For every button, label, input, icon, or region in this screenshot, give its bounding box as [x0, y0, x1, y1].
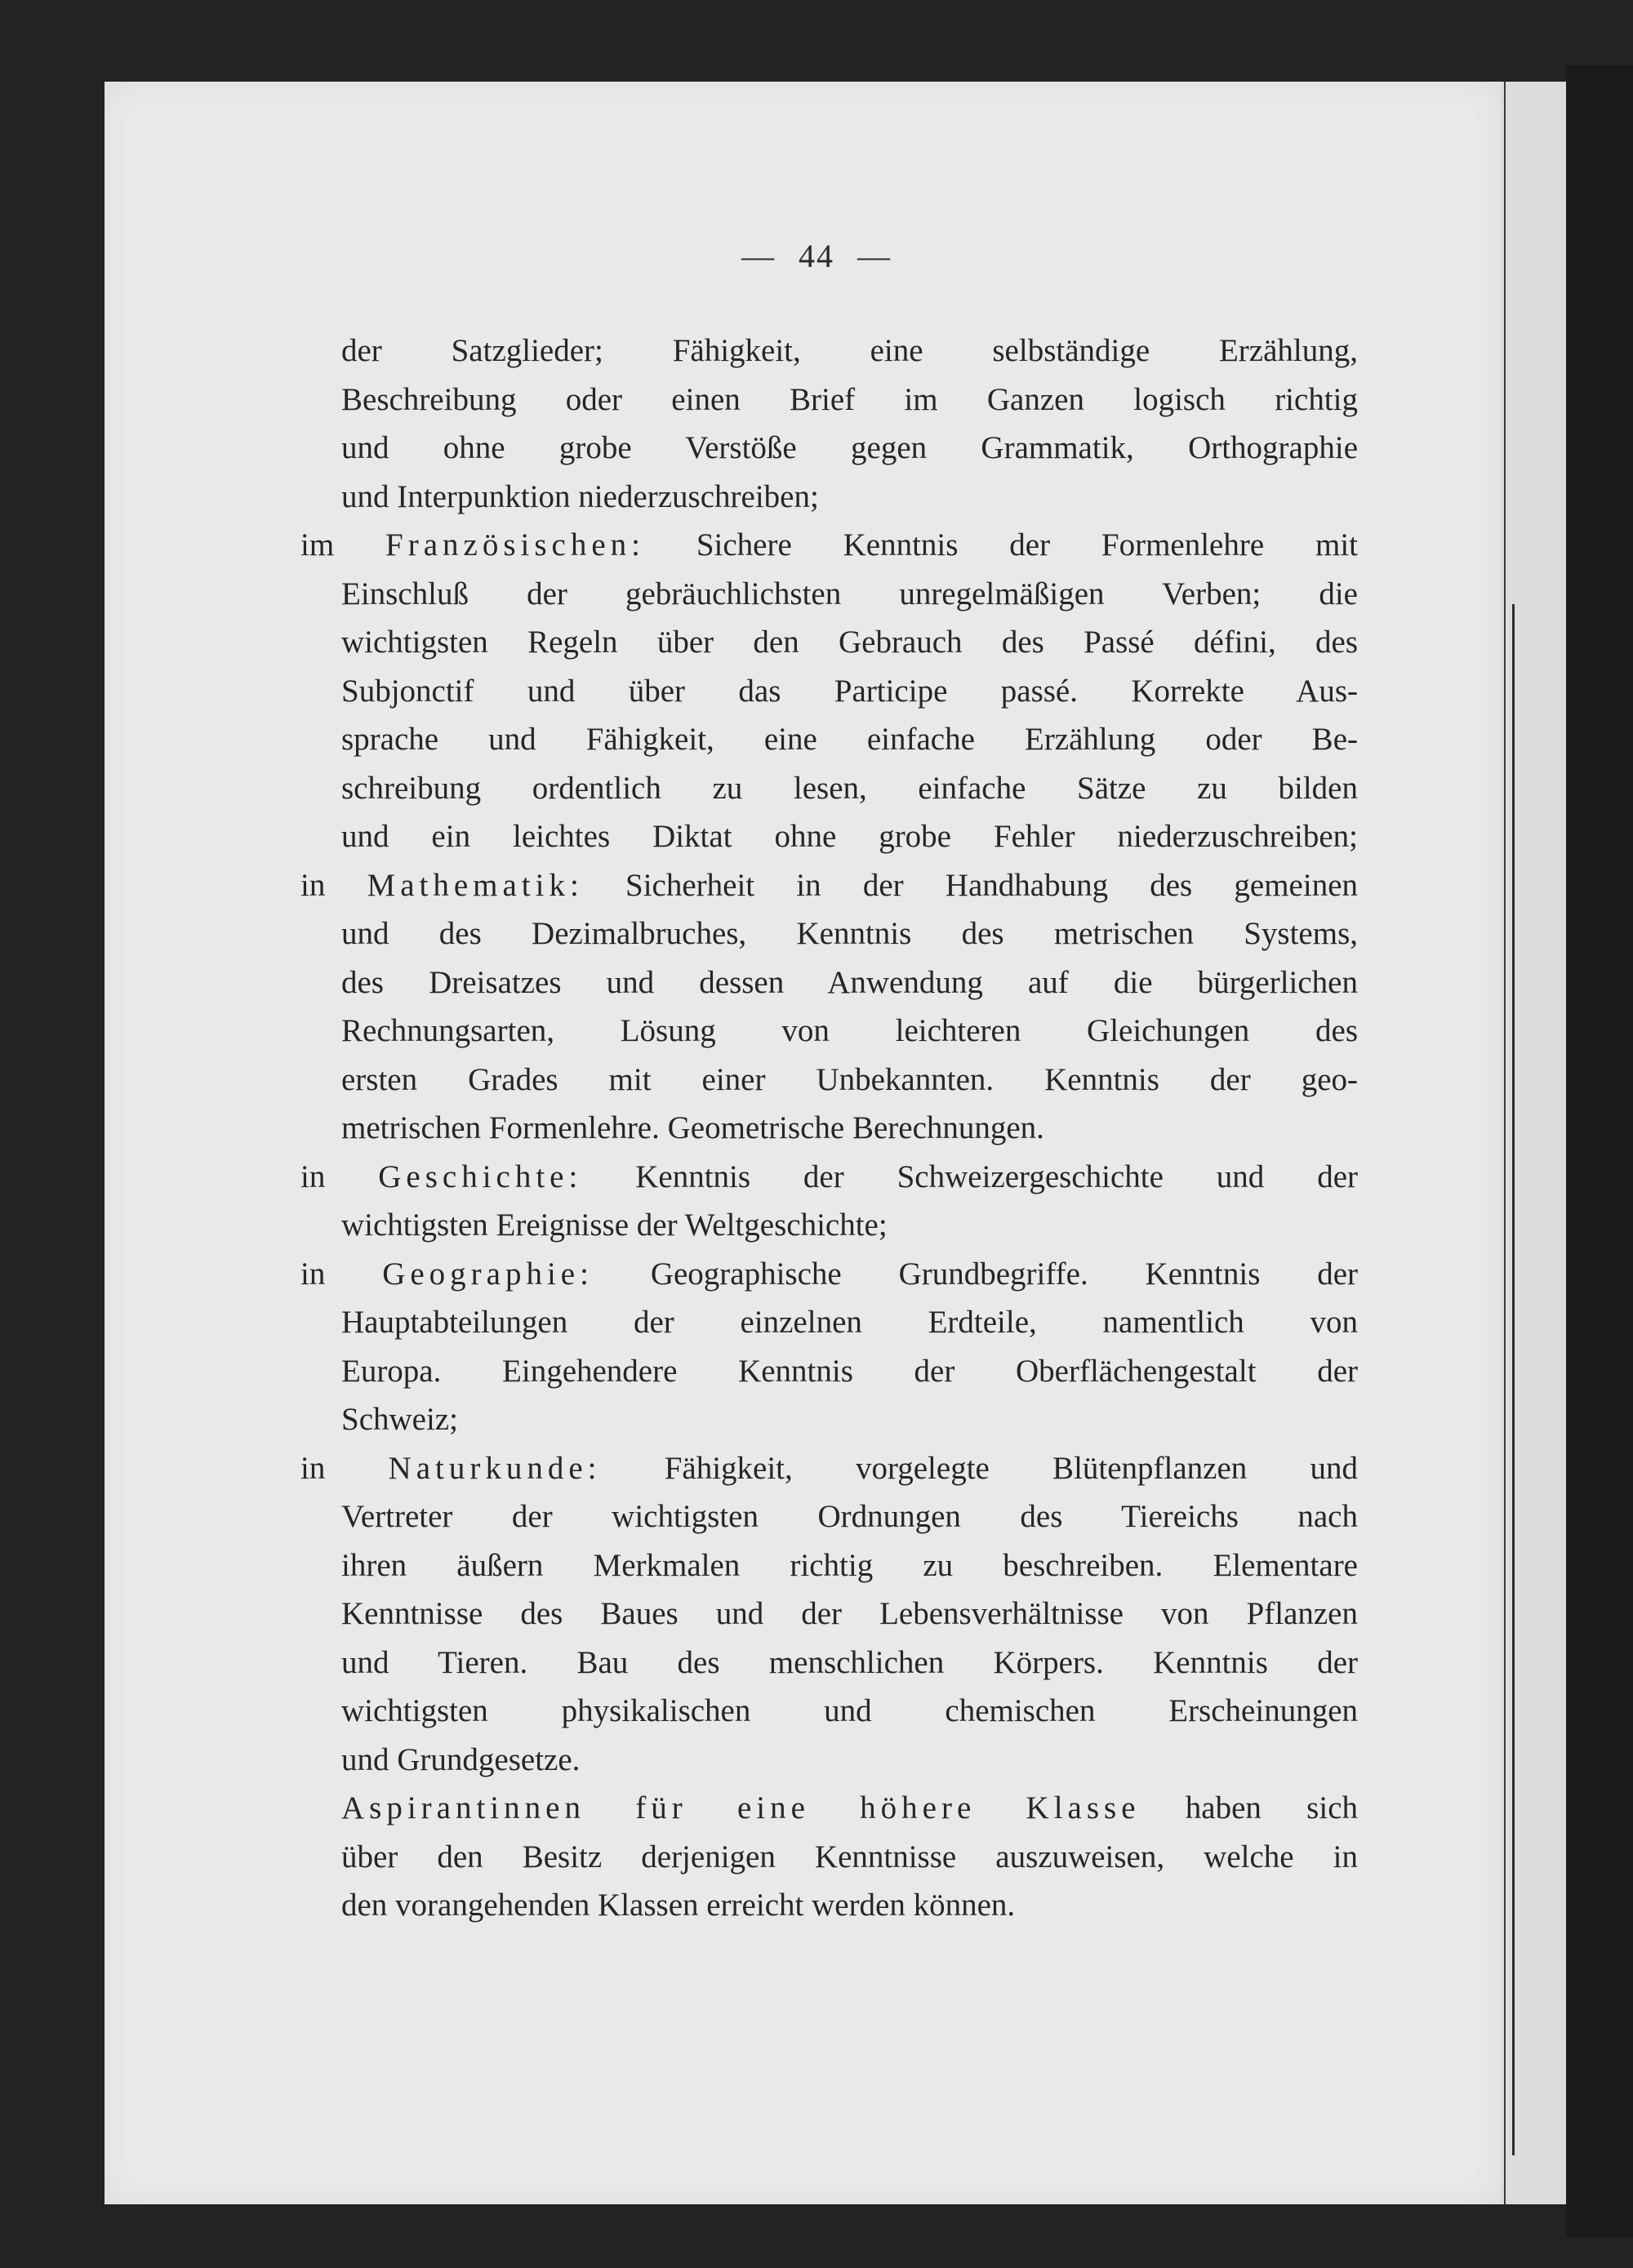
line-text: Subjonctif und über das Participe passé. Korrekte Aus- [341, 673, 1358, 709]
subject-heading: Geschichte: [378, 1158, 583, 1194]
text-line [341, 958, 1358, 1007]
text-line [341, 764, 1358, 813]
line-text: wichtigsten Ereignisse der Weltgeschichte; [341, 1207, 888, 1243]
text-line [341, 570, 1358, 619]
line-text: Vertreter der wichtigsten Ordnungen des Tiereichs nach [341, 1499, 1358, 1534]
line-text: sprache und Fähigkeit, eine einfache Erzählung oder Be- [341, 722, 1358, 757]
line-text: wichtigsten Regeln über den Gebrauch des Passé défini, des [341, 625, 1358, 660]
body-text [300, 327, 1359, 1930]
line-text: Beschreibung oder einen Brief im Ganzen logisch richtig [341, 381, 1358, 417]
text-line [341, 424, 1358, 473]
line-text: und Tieren. Bau des menschlichen Körpers. Kenntnis der [341, 1644, 1358, 1680]
text-line [300, 1444, 1358, 1493]
text-line [300, 1250, 1358, 1299]
line-text: und ohne grobe Verstöße gegen Grammatik, Orthographie [341, 430, 1358, 465]
subject-prefix: im [300, 527, 335, 563]
text-line [341, 1201, 1358, 1250]
subject-prefix: in [300, 1158, 326, 1194]
text-line [300, 861, 1358, 910]
subject-heading: Aspirantinnen für eine höhere Klasse [341, 1790, 1141, 1826]
text-line [300, 521, 1358, 570]
line-text: Einschluß der gebräuchlichsten unregelmäßigen Verben; die [341, 576, 1358, 611]
text-line [341, 618, 1358, 667]
page-edge-line-inner [1512, 604, 1515, 2155]
text-line [341, 1784, 1358, 1833]
page-number-header [0, 237, 1633, 275]
text-line [341, 473, 1358, 522]
page-number-dash-left: — [741, 238, 776, 274]
line-text: und ein leichtes Diktat ohne grobe Fehler niederzuschreiben; [341, 819, 1358, 854]
subject-heading: Geographie: [382, 1256, 594, 1292]
line-text: Fähigkeit, vorgelegte Blütenpflanzen und [664, 1450, 1358, 1486]
subject-prefix: in [300, 1450, 326, 1486]
text-line [341, 327, 1358, 376]
text-line [341, 1056, 1358, 1105]
line-text: Hauptabteilungen der einzelnen Erdteile, namentlich von [341, 1305, 1358, 1340]
text-line [341, 1395, 1358, 1444]
text-line [341, 667, 1358, 716]
text-line [341, 1833, 1358, 1882]
text-line [341, 1541, 1358, 1590]
text-line [341, 376, 1358, 425]
line-text: und Grundgesetze. [341, 1741, 581, 1777]
line-text: wichtigsten physikalischen und chemischen Erscheinungen [341, 1693, 1358, 1728]
text-line [341, 1736, 1358, 1785]
text-line [341, 1347, 1358, 1396]
text-line [300, 1153, 1358, 1202]
line-text: Sichere Kenntnis der Formenlehre mit [696, 527, 1359, 563]
line-text: ersten Grades mit einer Unbekannten. Kenntnis der geo- [341, 1061, 1358, 1097]
line-text: über den Besitz derjenigen Kenntnisse auszuweisen, welche in [341, 1839, 1358, 1874]
line-text: den vorangehenden Klassen erreicht werden können. [341, 1888, 1016, 1923]
text-line [341, 1298, 1358, 1347]
text-line [341, 1007, 1358, 1056]
text-line [341, 715, 1358, 764]
text-line [341, 1104, 1358, 1153]
line-text: des Dreisatzes und dessen Anwendung auf die bürgerlichen [341, 964, 1358, 1000]
text-line [341, 1881, 1358, 1930]
text-line [341, 1590, 1358, 1639]
line-text: und Interpunktion niederzuschreiben; [341, 478, 819, 514]
text-line [341, 1492, 1358, 1541]
line-text: Europa. Eingehendere Kenntnis der Oberflächengestalt der [341, 1353, 1358, 1389]
page-number: 44 [799, 238, 834, 274]
line-text: schreibung ordentlich zu lesen, einfache Sätze zu bilden [341, 770, 1358, 806]
line-text: Geographische Grundbegriffe. Kenntnis der [650, 1256, 1359, 1292]
page-number-dash-right: — [857, 238, 892, 274]
line-text: Kenntnis der Schweizergeschichte und der [635, 1158, 1358, 1194]
line-text: Rechnungsarten, Lösung von leichteren Gleichungen des [341, 1013, 1358, 1048]
line-text: ihren äußern Merkmalen richtig zu beschreiben. Elementare [341, 1547, 1358, 1583]
line-text: metrischen Formenlehre. Geometrische Berechnungen. [341, 1110, 1044, 1145]
subject-heading: Naturkunde: [388, 1450, 602, 1486]
subject-heading: Französischen: [385, 527, 645, 563]
line-text: Kenntnisse des Baues und der Lebensverhältnisse von Pflanzen [341, 1596, 1358, 1631]
text-line [341, 812, 1358, 861]
subject-prefix: in [300, 867, 326, 903]
line-text: haben sich [1185, 1790, 1359, 1826]
text-line [341, 1687, 1358, 1736]
text-line [341, 909, 1358, 958]
book-spine [1566, 65, 1633, 2237]
adjacent-page-edge [1501, 82, 1566, 2204]
line-text: der Satzglieder; Fähigkeit, eine selbständige Erzählung, [341, 333, 1358, 368]
page-edge-line [1504, 82, 1506, 2204]
line-text: Sicherheit in der Handhabung des gemeinen [625, 867, 1359, 903]
subject-heading: Mathematik: [367, 867, 584, 903]
text-line [341, 1639, 1358, 1688]
line-text: Schweiz; [341, 1402, 458, 1437]
line-text: und des Dezimalbruches, Kenntnis des metrischen Systems, [341, 916, 1358, 951]
subject-prefix: in [300, 1256, 326, 1292]
